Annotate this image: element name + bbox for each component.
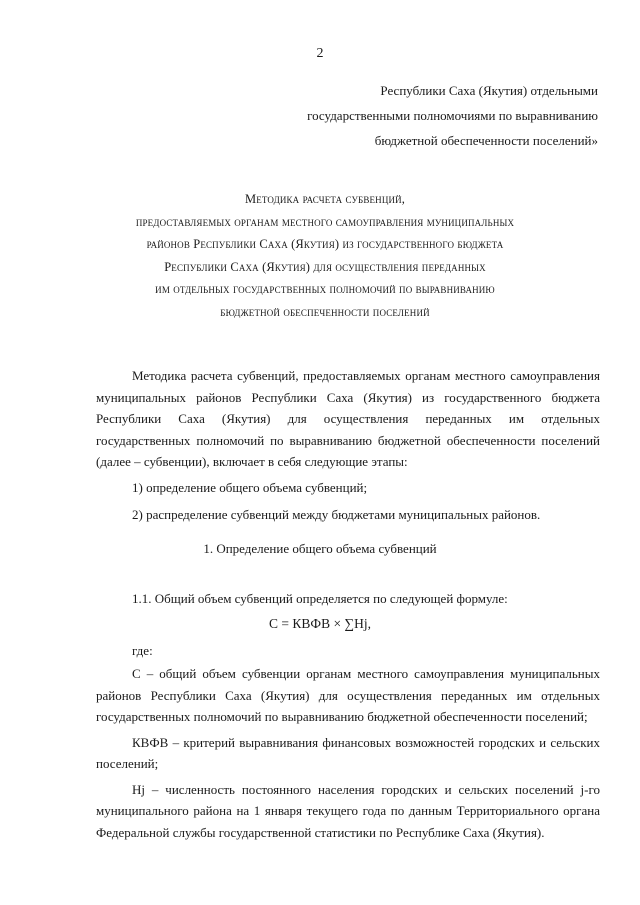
title-line: районов Республики Саха (Якутия) из государственного бюджета <box>146 237 504 251</box>
clause-text: 1.1. Общий объем субвенций определяется по следующей формуле: <box>132 591 508 606</box>
intro-paragraph: Методика расчета субвенций, предоставляемых органам местного самоуправления муниципальных районов Республики Саха (Якутия) из государственного бюджета Республики Саха (Якутия) для осуществления переданных им отдельных государственных полномочий по выравниванию бюджетной обеспеченности поселений (далее – субвенции), включает в себя следующие этапы: <box>96 368 600 469</box>
header-line: государственными полномочиями по выравниванию <box>307 108 598 123</box>
header-line: Республики Саха (Якутия) отдельными <box>380 83 598 98</box>
definition-kvfv: КВФВ – критерий выравнивания финансовых возможностей городских и сельских поселений; <box>96 734 600 771</box>
header-block <box>307 78 598 153</box>
page-number: 2 <box>316 46 324 61</box>
where-label: где: <box>132 643 153 658</box>
section-heading: 1. Определение общего объема субвенций <box>203 541 437 556</box>
step-item: 1) определение общего объема субвенций; <box>132 479 368 495</box>
definition-c: С – общий объем субвенции органам местного самоуправления муниципальных районов Республики Саха (Якутия) для осуществления переданных им отдельных государственных полномочий по выравниванию бюджетной обеспеченности поселений; <box>96 666 600 724</box>
definition-hj: Hj – численность постоянного населения городских и сельских поселений j-го муниципального района на 1 января текущего года по данным Территориального органа Федеральной службы государственной статистики по Республике Саха (Якутия). <box>96 781 600 840</box>
step-item: 2) распределение субвенций между бюджетами муниципальных районов. <box>132 507 541 522</box>
clause-1-1 <box>96 588 600 610</box>
header-line: бюджетной обеспеченности поселений» <box>374 133 598 148</box>
title-line: бюджетной обеспеченности поселений <box>220 304 430 319</box>
document-title <box>90 188 560 323</box>
definitions-block <box>96 663 600 843</box>
intro-block <box>96 365 600 526</box>
formula: С = КВФВ × ∑Hj, <box>269 616 371 631</box>
title-line: им отдельных государственных полномочий по выравниванию <box>155 282 495 296</box>
title-line: Методика расчета субвенций, <box>244 192 406 206</box>
title-line: Республики Саха (Якутия) для осуществления переданных <box>164 259 486 274</box>
title-line: предоставляемых органам местного самоуправления муниципальных <box>135 214 515 229</box>
